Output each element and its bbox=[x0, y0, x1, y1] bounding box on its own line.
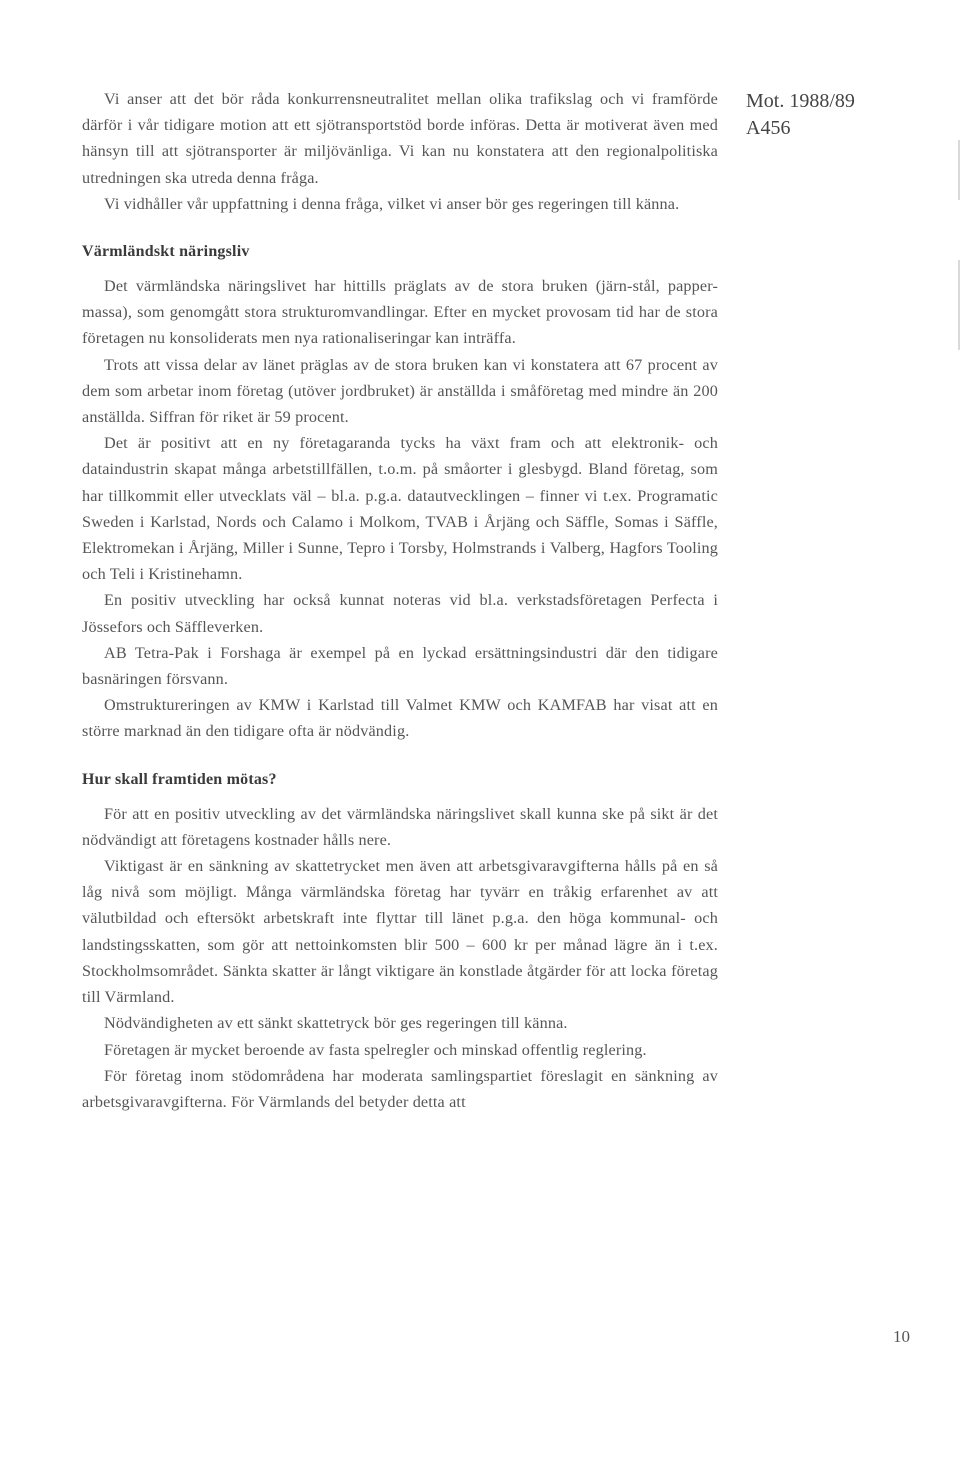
section-framtid bbox=[82, 771, 718, 1115]
section-heading: Hur skall framtiden mötas? bbox=[82, 770, 277, 788]
paragraph: Vi vidhåller vår uppfattning i denna fråga, vilket vi anser bör ges regeringen till känna. bbox=[104, 194, 680, 213]
section-heading: Värmländskt näringsliv bbox=[82, 243, 250, 261]
motion-reference bbox=[746, 88, 855, 142]
section-naringsliv bbox=[82, 243, 718, 745]
paragraph: Det är positivt att en ny företagaranda tycks ha växt fram och att elektronik- och dataindustrin skapat många arbetstillfällen, t.o.m. på småorter i glesbygd. Bland företag, som har tillkommit eller utvecklats väl – bl.a. p.g.a. datautvecklingen – finner vi t.ex. Programatic Sweden i Karlstad, Nords och Calamo i Molkom, TVAB i Årjäng och Säffle, Somas i Säffle, Elektromekan i Årjäng, Miller i Sunne, Tepro i Torsby, Holmstrands i Valberg, Hagfors Tooling och Teli i Kristinehamn. bbox=[82, 434, 718, 584]
paragraph: Nödvändigheten av ett sänkt skattetryck bör ges regeringen till känna. bbox=[104, 1014, 568, 1033]
paragraph: Företagen är mycket beroende av fasta spelregler och minskad offentlig reglering. bbox=[104, 1040, 647, 1059]
paragraph: Trots att vissa delar av länet präglas av de stora bruken kan vi konstatera att 67 procent av dem som arbetar inom företag (utöver jordbruket) är anställda i småföretag med mindre än 200 anställda. Siffran för riket är 59 procent. bbox=[82, 355, 718, 427]
paragraph: AB Tetra-Pak i Forshaga är exempel på en lyckad ersättningsindustri där den tidigare basnäringen försvann. bbox=[82, 643, 718, 689]
paragraph: Omstruktureringen av KMW i Karlstad till Valmet KMW och KAMFAB har visat att en större marknad än den tidigare ofta är nödvändig. bbox=[82, 696, 718, 741]
paragraph: För att en positiv utveckling av det värmländska näringslivet skall kunna ske på sikt är det nödvändigt att företagens kostnader hålls nere. bbox=[82, 804, 718, 849]
section-intro bbox=[82, 86, 718, 217]
page-number: 10 bbox=[893, 1327, 910, 1346]
paragraph: Vi anser att det bör råda konkurrensneutralitet mellan olika trafikslag och vi framförde därför i vår tidigare motion att ett sjötransportstöd borde införas. Detta är motiverat även med hänsyn till att sjötransporter är miljövänliga. Vi kan nu konstatera att den regionalpolitiska utredningen ska utreda denna fråga. bbox=[82, 90, 718, 187]
paragraph: En positiv utveckling har också kunnat noteras vid bl.a. verkstadsföretagen Perfecta i Jössefors och Säffleverken. bbox=[82, 591, 718, 636]
paragraph: Viktigast är en sänkning av skattetrycket men även att arbetsgivaravgifterna hålls på en så låg nivå som möjligt. Många värmländska företag har tyvärr en tråkig erfarenhet av att välutbildad och eftersökt arbetskraft inte flyttar till länet p.g.a. den höga kommunal- och landstingsskatten, som gör att nettoinkomsten blir 500 – 600 kr per månad lägre än i t.ex. Stockholmsområdet. Sänkta skatter är långt viktigare än konstlade åtgärder för att locka företag till Värmland. bbox=[82, 857, 718, 1007]
body-text bbox=[82, 86, 718, 1115]
motion-number: Mot. 1988/89 bbox=[746, 90, 855, 112]
motion-code: A456 bbox=[746, 117, 791, 139]
paragraph: Det värmländska näringslivet har hittills präglats av de stora bruken (järn-stål, papper-massa), som genomgått stora strukturomvandlingar. Efter en mycket provosam tid har de stora företagen nu konsoliderats men nya rationaliseringar kan inträffa. bbox=[82, 277, 718, 348]
paragraph: För företag inom stödområdena har moderata samlingspartiet föreslagit en sänkning av arbetsgivaravgifterna. För Värmlands del betyder detta att bbox=[82, 1066, 718, 1111]
